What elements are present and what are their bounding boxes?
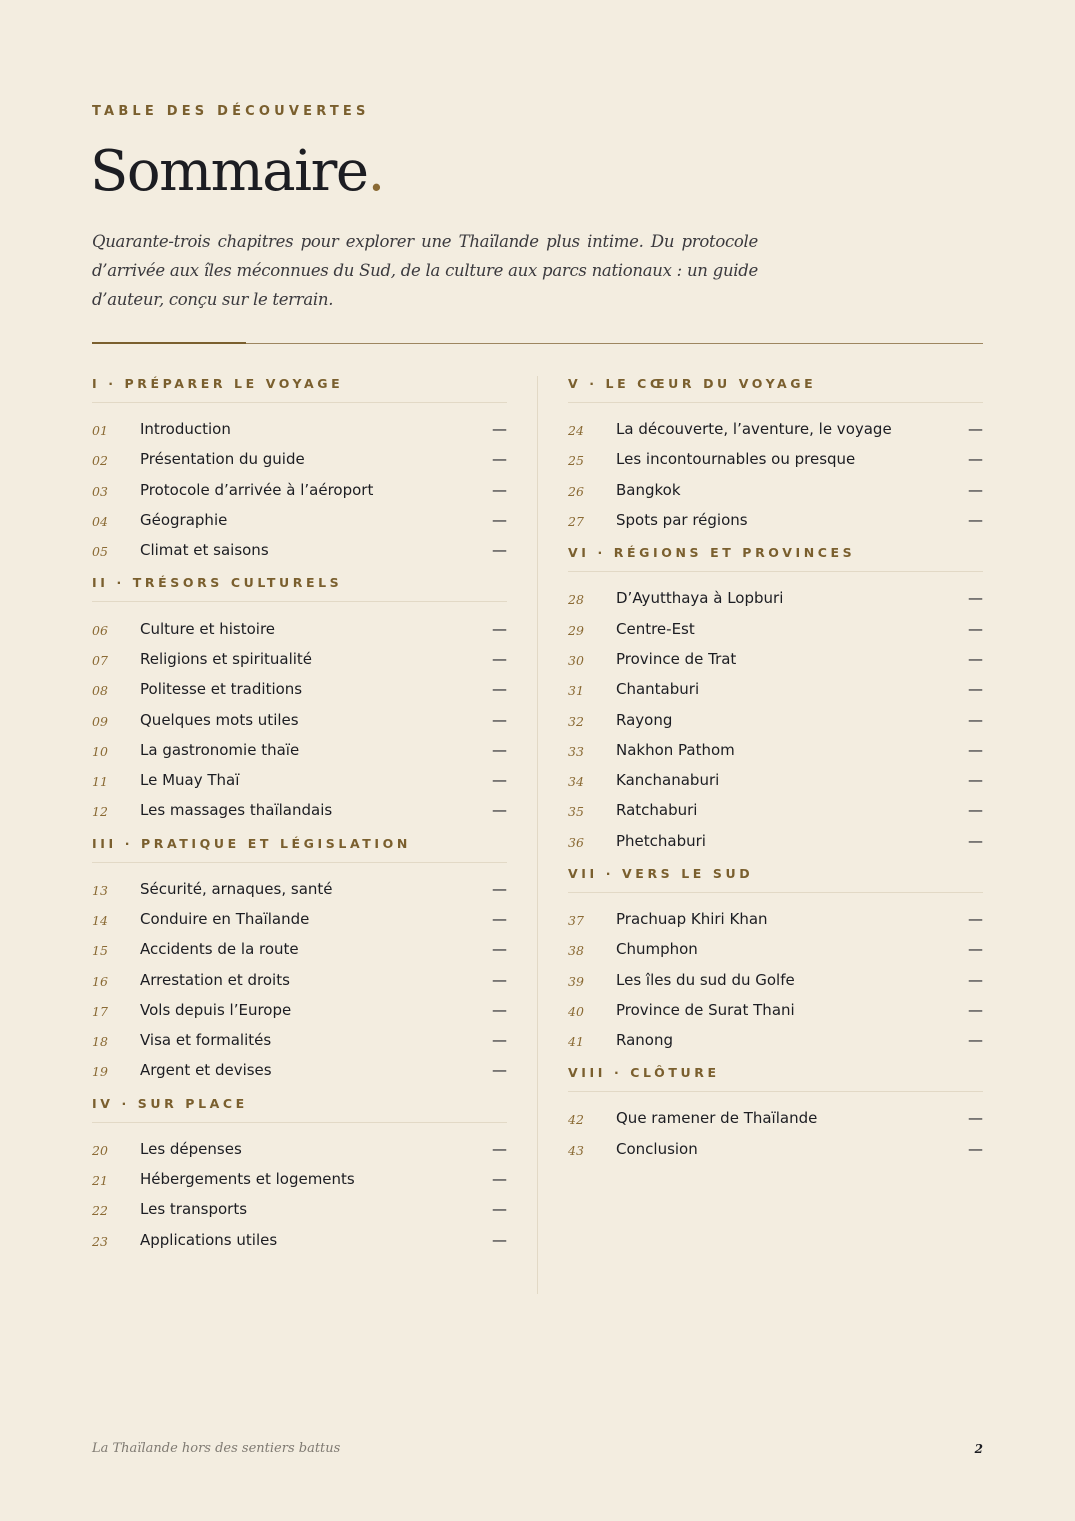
toc-entry[interactable]	[92, 765, 507, 795]
page-dash: —	[968, 619, 983, 638]
page-dash: —	[968, 710, 983, 729]
chapter-number: 33	[568, 743, 584, 759]
page-dash: —	[968, 1139, 983, 1158]
toc-entry[interactable]	[568, 1025, 983, 1055]
chapter-number: 02	[92, 453, 108, 469]
page-kicker: TABLE DES DÉCOUVERTES	[92, 104, 370, 119]
chapter-title: La gastronomie thaïe	[140, 740, 300, 759]
chapter-title: Visa et formalités	[140, 1031, 272, 1050]
section-entries	[568, 572, 983, 856]
toc-section	[568, 545, 983, 856]
chapter-title: Phetchaburi	[616, 831, 706, 850]
page-dash: —	[492, 771, 507, 790]
chapter-number: 06	[92, 622, 108, 638]
chapter-title: Province de Trat	[616, 649, 737, 668]
chapter-title: Le Muay Thaï	[140, 771, 240, 790]
toc-entry[interactable]	[92, 644, 507, 674]
chapter-title: Arrestation et droits	[140, 970, 290, 989]
section-entries	[568, 1092, 983, 1164]
page-dash: —	[492, 680, 507, 699]
chapter-number: 18	[92, 1034, 108, 1050]
chapter-title: Les transports	[140, 1200, 248, 1219]
section-heading: VI · RÉGIONS ET PROVINCES	[568, 545, 983, 572]
toc-entry[interactable]	[92, 1025, 507, 1055]
chapter-title: Conclusion	[616, 1139, 698, 1158]
chapter-title: Quelques mots utiles	[140, 710, 299, 729]
chapter-number: 20	[92, 1142, 108, 1158]
chapter-title: Conduire en Thaïlande	[140, 910, 310, 928]
toc-entry[interactable]	[92, 735, 507, 765]
page-dash: —	[968, 831, 983, 850]
chapter-number: 09	[92, 713, 108, 729]
toc-entry[interactable]	[92, 1055, 507, 1085]
toc-entry[interactable]	[568, 414, 983, 444]
toc-section	[568, 1065, 983, 1164]
chapter-title: Centre-Est	[616, 619, 695, 638]
toc-entry[interactable]	[92, 874, 507, 904]
chapter-title: Applications utiles	[140, 1230, 278, 1249]
page-dash: —	[968, 910, 983, 928]
page-dash: —	[492, 649, 507, 668]
page-dash: —	[492, 970, 507, 989]
toc-entry[interactable]	[92, 1194, 507, 1224]
chapter-number: 43	[568, 1142, 584, 1158]
chapter-number: 05	[92, 544, 108, 560]
chapter-number: 22	[92, 1203, 108, 1219]
toc-entry[interactable]	[568, 505, 983, 535]
section-entries	[92, 403, 507, 565]
toc-entry[interactable]	[92, 1134, 507, 1164]
chapter-title: Spots par régions	[616, 511, 748, 530]
chapter-title: Ratchaburi	[616, 801, 698, 820]
section-entries	[92, 863, 507, 1086]
toc-entry[interactable]	[92, 904, 507, 934]
toc-section	[568, 866, 983, 1055]
chapter-title: La découverte, l’aventure, le voyage	[616, 420, 892, 439]
chapter-number: 32	[568, 713, 584, 729]
section-heading: VIII · CLÔTURE	[568, 1065, 983, 1092]
page-dash: —	[968, 771, 983, 790]
chapter-title: D’Ayutthaya à Lopburi	[616, 589, 784, 608]
toc-section	[92, 1096, 507, 1255]
chapter-number: 26	[568, 483, 584, 499]
chapter-title: Chumphon	[616, 940, 698, 959]
toc-section	[568, 376, 983, 535]
page-dash: —	[968, 420, 983, 439]
chapter-title: Protocole d’arrivée à l’aéroport	[140, 480, 374, 499]
page-dash: —	[492, 1000, 507, 1019]
page-dash: —	[968, 940, 983, 959]
chapter-number: 14	[92, 913, 108, 928]
chapter-number: 24	[568, 423, 584, 439]
column-separator	[537, 376, 538, 1294]
toc-entry[interactable]	[568, 475, 983, 505]
title-text: Sommaire	[90, 139, 368, 204]
toc-entry[interactable]	[92, 704, 507, 734]
toc-entry[interactable]	[92, 475, 507, 505]
chapter-number: 37	[568, 913, 584, 928]
chapter-number: 29	[568, 622, 584, 638]
toc-entry[interactable]	[568, 795, 983, 825]
chapter-number: 40	[568, 1003, 584, 1019]
toc-entry[interactable]	[568, 644, 983, 674]
page-dash: —	[492, 710, 507, 729]
page-dash: —	[968, 1031, 983, 1050]
toc-entry[interactable]	[92, 795, 507, 825]
toc-entry[interactable]	[92, 535, 507, 565]
chapter-number: 34	[568, 774, 584, 790]
chapter-number: 25	[568, 453, 584, 469]
chapter-title: Religions et spiritualité	[140, 649, 313, 668]
chapter-title: Les massages thaïlandais	[140, 801, 333, 820]
page-dash: —	[492, 879, 507, 898]
chapter-title: Chantaburi	[616, 680, 700, 699]
section-heading: I · PRÉPARER LE VOYAGE	[92, 376, 507, 403]
toc-entry[interactable]	[92, 613, 507, 643]
section-heading: V · LE CŒUR DU VOYAGE	[568, 376, 983, 403]
section-entries	[568, 893, 983, 1055]
chapter-title: Introduction	[140, 420, 231, 439]
chapter-title: Politesse et traditions	[140, 680, 303, 699]
toc-entry[interactable]	[568, 704, 983, 734]
page-dash: —	[492, 1139, 507, 1158]
page-title	[90, 134, 384, 210]
page-dash: —	[492, 450, 507, 469]
toc-entry[interactable]	[568, 995, 983, 1025]
chapter-number: 19	[92, 1064, 108, 1080]
chapter-number: 03	[92, 483, 108, 499]
toc-section	[92, 376, 507, 565]
toc-entry[interactable]	[568, 1134, 983, 1164]
chapter-number: 10	[92, 743, 108, 759]
footer-page-number: 2	[974, 1442, 983, 1456]
section-heading: VII · VERS LE SUD	[568, 866, 983, 893]
toc-entry[interactable]	[568, 964, 983, 994]
toc-column-right	[568, 376, 983, 1174]
page-dash: —	[492, 541, 507, 560]
chapter-title: Culture et histoire	[140, 619, 276, 638]
chapter-number: 01	[92, 423, 108, 439]
toc-entry[interactable]	[92, 1225, 507, 1255]
chapter-title: Présentation du guide	[140, 450, 305, 469]
toc-entry[interactable]	[568, 583, 983, 613]
title-dot: .	[367, 139, 384, 204]
chapter-title: Province de Surat Thani	[616, 1000, 795, 1019]
chapter-title: Kanchanaburi	[616, 771, 720, 790]
page-dash: —	[492, 1230, 507, 1249]
chapter-title: Sécurité, arnaques, santé	[140, 879, 333, 898]
chapter-number: 07	[92, 652, 108, 668]
chapter-title: Prachuap Khiri Khan	[616, 910, 768, 928]
page-dash: —	[492, 480, 507, 499]
page-dash: —	[492, 1200, 507, 1219]
chapter-number: 41	[568, 1034, 584, 1050]
page-dash: —	[492, 801, 507, 820]
header-divider-accent	[92, 342, 246, 344]
chapter-number: 15	[92, 943, 108, 959]
toc-entry[interactable]	[568, 735, 983, 765]
chapter-title: Argent et devises	[140, 1061, 272, 1080]
chapter-number: 04	[92, 514, 108, 530]
toc-entry[interactable]	[568, 934, 983, 964]
chapter-number: 27	[568, 514, 584, 530]
toc-column-left	[92, 376, 507, 1265]
chapter-number: 11	[92, 774, 108, 790]
toc-entry[interactable]	[92, 995, 507, 1025]
chapter-number: 13	[92, 882, 108, 898]
chapter-title: Rayong	[616, 710, 673, 729]
toc-entry[interactable]	[92, 505, 507, 535]
page-dash: —	[492, 1061, 507, 1080]
chapter-title: Ranong	[616, 1031, 673, 1050]
chapter-number: 16	[92, 973, 108, 989]
toc-entry[interactable]	[568, 674, 983, 704]
toc-entry[interactable]	[92, 444, 507, 474]
chapter-title: Nakhon Pathom	[616, 740, 735, 759]
toc-entry[interactable]	[92, 964, 507, 994]
chapter-number: 21	[92, 1173, 108, 1189]
toc-entry[interactable]	[92, 1164, 507, 1194]
toc-entry[interactable]	[568, 613, 983, 643]
toc-entry[interactable]	[568, 765, 983, 795]
page-dash: —	[492, 511, 507, 530]
page-dash: —	[968, 1109, 983, 1128]
toc-entry[interactable]	[568, 444, 983, 474]
toc-entry[interactable]	[568, 1103, 983, 1133]
page-dash: —	[492, 619, 507, 638]
page-dash: —	[968, 480, 983, 499]
page-dash: —	[968, 511, 983, 530]
page-dash: —	[492, 1170, 507, 1189]
section-heading: IV · SUR PLACE	[92, 1096, 507, 1123]
chapter-number: 12	[92, 804, 108, 820]
chapter-title: Les dépenses	[140, 1139, 242, 1158]
chapter-number: 36	[568, 834, 584, 850]
toc-entry[interactable]	[92, 674, 507, 704]
section-entries	[92, 1123, 507, 1255]
toc-entry[interactable]	[92, 934, 507, 964]
chapter-title: Géographie	[140, 511, 228, 530]
toc-entry[interactable]	[568, 904, 983, 934]
chapter-title: Hébergements et logements	[140, 1170, 355, 1189]
section-entries	[568, 403, 983, 535]
toc-section	[92, 836, 507, 1086]
chapter-title: Les incontournables ou presque	[616, 450, 856, 469]
page-dash: —	[968, 680, 983, 699]
section-heading: II · TRÉSORS CULTURELS	[92, 575, 507, 602]
chapter-number: 35	[568, 804, 584, 820]
chapter-number: 17	[92, 1003, 108, 1019]
chapter-title: Vols depuis l’Europe	[140, 1000, 292, 1019]
page-dash: —	[968, 740, 983, 759]
chapter-number: 23	[92, 1233, 108, 1249]
toc-entry[interactable]	[92, 414, 507, 444]
chapter-title: Climat et saisons	[140, 541, 269, 560]
page-dash: —	[968, 1000, 983, 1019]
page-dash: —	[968, 970, 983, 989]
page-dash: —	[968, 649, 983, 668]
chapter-title: Que ramener de Thaïlande	[616, 1109, 818, 1128]
page-dash: —	[492, 1031, 507, 1050]
chapter-number: 42	[568, 1112, 584, 1128]
toc-section	[92, 575, 507, 825]
page-dash: —	[492, 940, 507, 959]
page-dash: —	[968, 589, 983, 608]
page-dash: —	[492, 910, 507, 928]
page-dash: —	[492, 740, 507, 759]
page-dash: —	[968, 801, 983, 820]
section-entries	[92, 602, 507, 825]
chapter-title: Accidents de la route	[140, 940, 299, 959]
footer-book-title: La Thaïlande hors des sentiers battus	[92, 1441, 341, 1456]
chapter-title: Les îles du sud du Golfe	[616, 970, 795, 989]
chapter-number: 38	[568, 943, 584, 959]
chapter-number: 28	[568, 592, 584, 608]
intro-paragraph: Quarante-trois chapitres pour explorer une Thaïlande plus intime. Du protocole d’arrivée aux îles méconnues du Sud, de la culture aux parcs nationaux : un guide d’auteur, conçu sur le terrain.	[92, 232, 758, 309]
page-dash: —	[968, 450, 983, 469]
page-dash: —	[492, 420, 507, 439]
chapter-number: 30	[568, 652, 584, 668]
chapter-number: 39	[568, 973, 584, 989]
toc-entry[interactable]	[568, 826, 983, 856]
chapter-number: 31	[568, 683, 584, 699]
chapter-number: 08	[92, 683, 108, 699]
chapter-title: Bangkok	[616, 480, 681, 499]
section-heading: III · PRATIQUE ET LÉGISLATION	[92, 836, 507, 863]
